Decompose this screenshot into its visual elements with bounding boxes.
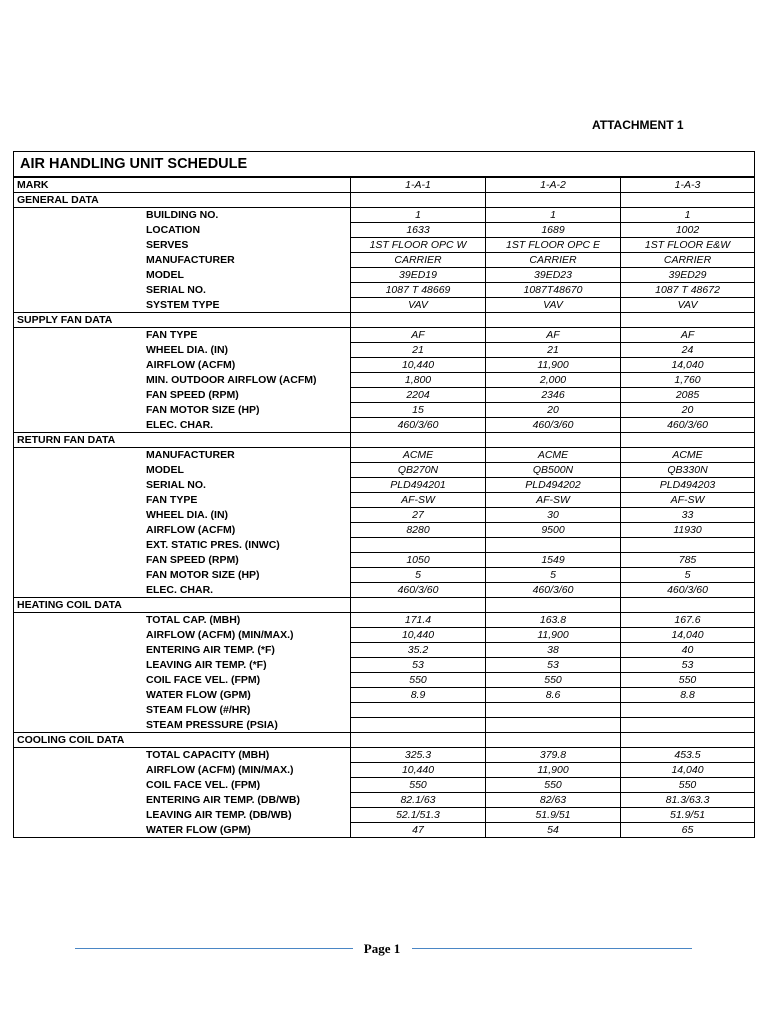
row-value: 8.8 <box>621 688 755 703</box>
row-value: AF-SW <box>621 493 755 508</box>
row-label: TOTAL CAP. (MBH) <box>14 613 351 628</box>
row-label: SERIAL NO. <box>14 478 351 493</box>
row-value: 550 <box>351 778 486 793</box>
row-value: 1 <box>351 208 486 223</box>
empty-cell <box>486 598 621 613</box>
table-row <box>14 793 755 808</box>
row-value: 163.8 <box>486 613 621 628</box>
row-value: 1002 <box>621 223 755 238</box>
section-title: SUPPLY FAN DATA <box>14 313 351 328</box>
section-header-row <box>14 313 755 328</box>
row-value: 5 <box>486 568 621 583</box>
row-value: 20 <box>486 403 621 418</box>
row-value: 453.5 <box>621 748 755 763</box>
empty-cell <box>351 433 486 448</box>
row-label: AIRFLOW (ACFM) <box>14 358 351 373</box>
row-value: 14,040 <box>621 628 755 643</box>
row-value: 39ED29 <box>621 268 755 283</box>
row-value: 51.9/51 <box>486 808 621 823</box>
table-row <box>14 703 755 718</box>
row-label: WATER FLOW (GPM) <box>14 823 351 838</box>
table-row <box>14 343 755 358</box>
row-value: VAV <box>351 298 486 313</box>
row-label: STEAM PRESSURE (PSIA) <box>14 718 351 733</box>
row-value: 35.2 <box>351 643 486 658</box>
table-row <box>14 463 755 478</box>
row-value: 10,440 <box>351 628 486 643</box>
row-value: 2,000 <box>486 373 621 388</box>
row-label: ELEC. CHAR. <box>14 418 351 433</box>
row-value: 550 <box>486 673 621 688</box>
table-row <box>14 823 755 838</box>
row-value: 15 <box>351 403 486 418</box>
air-handling-unit-schedule-table <box>13 151 755 838</box>
row-value: CARRIER <box>486 253 621 268</box>
row-value <box>351 703 486 718</box>
row-value: 460/3/60 <box>621 418 755 433</box>
table-row <box>14 328 755 343</box>
row-value: VAV <box>621 298 755 313</box>
row-value: 5 <box>621 568 755 583</box>
empty-cell <box>621 733 755 748</box>
empty-cell <box>351 313 486 328</box>
row-value: AF-SW <box>351 493 486 508</box>
row-label: LEAVING AIR TEMP. (*F) <box>14 658 351 673</box>
table-row <box>14 478 755 493</box>
row-label: LEAVING AIR TEMP. (DB/WB) <box>14 808 351 823</box>
table-row <box>14 223 755 238</box>
empty-cell <box>486 733 621 748</box>
row-label: BUILDING NO. <box>14 208 351 223</box>
row-label: COIL FACE VEL. (FPM) <box>14 778 351 793</box>
row-value <box>621 703 755 718</box>
footer-divider-right <box>412 948 692 949</box>
row-label: SYSTEM TYPE <box>14 298 351 313</box>
row-value: AF <box>351 328 486 343</box>
empty-cell <box>351 193 486 208</box>
row-value: 51.9/51 <box>621 808 755 823</box>
row-label: AIRFLOW (ACFM) (MIN/MAX.) <box>14 628 351 643</box>
table-row <box>14 538 755 553</box>
row-label: AIRFLOW (ACFM) <box>14 523 351 538</box>
table-row <box>14 673 755 688</box>
row-value: 53 <box>621 658 755 673</box>
row-value: ACME <box>621 448 755 463</box>
row-value: 39ED19 <box>351 268 486 283</box>
section-title: GENERAL DATA <box>14 193 351 208</box>
row-label: COIL FACE VEL. (FPM) <box>14 673 351 688</box>
row-value: VAV <box>486 298 621 313</box>
section-title: HEATING COIL DATA <box>14 598 351 613</box>
row-value: 460/3/60 <box>351 583 486 598</box>
row-label: ELEC. CHAR. <box>14 583 351 598</box>
row-value: 53 <box>351 658 486 673</box>
row-value <box>621 718 755 733</box>
row-value: 1689 <box>486 223 621 238</box>
table-row <box>14 493 755 508</box>
row-label: FAN MOTOR SIZE (HP) <box>14 568 351 583</box>
footer-divider-left <box>75 948 353 949</box>
table-row <box>14 238 755 253</box>
row-value: 550 <box>621 778 755 793</box>
table-row <box>14 523 755 538</box>
row-value: ACME <box>351 448 486 463</box>
table-row <box>14 778 755 793</box>
row-label: MODEL <box>14 463 351 478</box>
row-value: 1087 T 48672 <box>621 283 755 298</box>
section-title: RETURN FAN DATA <box>14 433 351 448</box>
row-value: 20 <box>621 403 755 418</box>
row-value <box>351 718 486 733</box>
row-value: 460/3/60 <box>486 583 621 598</box>
table-row <box>14 748 755 763</box>
row-value: 379.8 <box>486 748 621 763</box>
row-value: 1 <box>486 208 621 223</box>
mark-row <box>14 177 755 193</box>
row-value: 54 <box>486 823 621 838</box>
row-value: 53 <box>486 658 621 673</box>
row-value: 47 <box>351 823 486 838</box>
row-value: 8.9 <box>351 688 486 703</box>
row-label: MANUFACTURER <box>14 253 351 268</box>
row-value: 10,440 <box>351 358 486 373</box>
row-value: 14,040 <box>621 358 755 373</box>
row-value: 11,900 <box>486 358 621 373</box>
table-row <box>14 373 755 388</box>
row-value: 550 <box>621 673 755 688</box>
row-value: 11930 <box>621 523 755 538</box>
row-value: 14,040 <box>621 763 755 778</box>
table-row <box>14 628 755 643</box>
row-value: 8280 <box>351 523 486 538</box>
section-header-row <box>14 598 755 613</box>
row-label: FAN TYPE <box>14 493 351 508</box>
table-row <box>14 508 755 523</box>
row-value: 785 <box>621 553 755 568</box>
row-value: 65 <box>621 823 755 838</box>
row-value: 1 <box>621 208 755 223</box>
row-value: 2085 <box>621 388 755 403</box>
row-label: LOCATION <box>14 223 351 238</box>
row-value <box>486 538 621 553</box>
row-value: 460/3/60 <box>351 418 486 433</box>
mark-value: 1-A-1 <box>351 177 486 193</box>
row-value: 11,900 <box>486 763 621 778</box>
row-value: 21 <box>351 343 486 358</box>
table-row <box>14 553 755 568</box>
row-value: 33 <box>621 508 755 523</box>
empty-cell <box>621 193 755 208</box>
row-value: 460/3/60 <box>486 418 621 433</box>
row-label: SERIAL NO. <box>14 283 351 298</box>
row-value: 1050 <box>351 553 486 568</box>
row-value: 325.3 <box>351 748 486 763</box>
table-row <box>14 358 755 373</box>
empty-cell <box>486 193 621 208</box>
row-label: WHEEL DIA. (IN) <box>14 508 351 523</box>
title-row <box>14 152 755 178</box>
row-value: 39ED23 <box>486 268 621 283</box>
table-row <box>14 448 755 463</box>
row-value: QB500N <box>486 463 621 478</box>
row-value: 1087T48670 <box>486 283 621 298</box>
empty-cell <box>621 313 755 328</box>
row-value: 21 <box>486 343 621 358</box>
section-title: COOLING COIL DATA <box>14 733 351 748</box>
row-value: PLD494201 <box>351 478 486 493</box>
table-row <box>14 298 755 313</box>
page-number: Page 1 <box>363 941 401 956</box>
row-label: STEAM FLOW (#/HR) <box>14 703 351 718</box>
empty-cell <box>486 313 621 328</box>
table-row <box>14 763 755 778</box>
row-value: 2346 <box>486 388 621 403</box>
row-label: FAN MOTOR SIZE (HP) <box>14 403 351 418</box>
row-value: PLD494202 <box>486 478 621 493</box>
empty-cell <box>621 433 755 448</box>
row-value: 171.4 <box>351 613 486 628</box>
empty-cell <box>621 598 755 613</box>
row-label: EXT. STATIC PRES. (INWC) <box>14 538 351 553</box>
mark-label: MARK <box>14 177 351 193</box>
table-row <box>14 208 755 223</box>
table-row <box>14 613 755 628</box>
empty-cell <box>486 433 621 448</box>
table-row <box>14 688 755 703</box>
table-row <box>14 568 755 583</box>
row-value: 24 <box>621 343 755 358</box>
row-value: 11,900 <box>486 628 621 643</box>
row-value: 27 <box>351 508 486 523</box>
table-row <box>14 418 755 433</box>
row-value: ACME <box>486 448 621 463</box>
row-value <box>351 538 486 553</box>
row-label: MANUFACTURER <box>14 448 351 463</box>
row-value: CARRIER <box>351 253 486 268</box>
row-value: AF <box>486 328 621 343</box>
empty-cell <box>351 598 486 613</box>
row-value: 1087 T 48669 <box>351 283 486 298</box>
table-row <box>14 283 755 298</box>
section-header-row <box>14 433 755 448</box>
row-label: AIRFLOW (ACFM) (MIN/MAX.) <box>14 763 351 778</box>
row-label: FAN SPEED (RPM) <box>14 388 351 403</box>
row-value: 10,440 <box>351 763 486 778</box>
section-header-row <box>14 193 755 208</box>
mark-value: 1-A-2 <box>486 177 621 193</box>
table-row <box>14 268 755 283</box>
row-label: WHEEL DIA. (IN) <box>14 343 351 358</box>
row-value: 550 <box>351 673 486 688</box>
empty-cell <box>351 733 486 748</box>
row-value: QB330N <box>621 463 755 478</box>
row-value: 5 <box>351 568 486 583</box>
row-label: ENTERING AIR TEMP. (*F) <box>14 643 351 658</box>
row-value: 1ST FLOOR OPC E <box>486 238 621 253</box>
row-value: 1,760 <box>621 373 755 388</box>
row-value: 1633 <box>351 223 486 238</box>
row-value: 8.6 <box>486 688 621 703</box>
row-value <box>621 538 755 553</box>
row-value <box>486 703 621 718</box>
row-value: AF <box>621 328 755 343</box>
row-value: 38 <box>486 643 621 658</box>
row-value: 1549 <box>486 553 621 568</box>
table-row <box>14 643 755 658</box>
mark-value: 1-A-3 <box>621 177 755 193</box>
table-row <box>14 403 755 418</box>
table-row <box>14 808 755 823</box>
row-value: 1ST FLOOR E&W <box>621 238 755 253</box>
row-label: FAN SPEED (RPM) <box>14 553 351 568</box>
row-value: 30 <box>486 508 621 523</box>
table-row <box>14 718 755 733</box>
row-value: 52.1/51.3 <box>351 808 486 823</box>
row-value: 167.6 <box>621 613 755 628</box>
attachment-label: ATTACHMENT 1 <box>592 118 684 132</box>
table-row <box>14 253 755 268</box>
schedule-body <box>14 152 755 838</box>
section-header-row <box>14 733 755 748</box>
row-value: 81.3/63.3 <box>621 793 755 808</box>
row-label: TOTAL CAPACITY (MBH) <box>14 748 351 763</box>
row-value: AF-SW <box>486 493 621 508</box>
row-label: WATER FLOW (GPM) <box>14 688 351 703</box>
row-value: CARRIER <box>621 253 755 268</box>
row-label: ENTERING AIR TEMP. (DB/WB) <box>14 793 351 808</box>
row-value: 82/63 <box>486 793 621 808</box>
table-row <box>14 583 755 598</box>
row-value: 82.1/63 <box>351 793 486 808</box>
row-value: 1ST FLOOR OPC W <box>351 238 486 253</box>
row-label: MODEL <box>14 268 351 283</box>
row-value: 460/3/60 <box>621 583 755 598</box>
row-value: 40 <box>621 643 755 658</box>
row-value: 1,800 <box>351 373 486 388</box>
row-value: QB270N <box>351 463 486 478</box>
row-label: MIN. OUTDOOR AIRFLOW (ACFM) <box>14 373 351 388</box>
row-value: 550 <box>486 778 621 793</box>
row-value: 2204 <box>351 388 486 403</box>
row-value: 9500 <box>486 523 621 538</box>
row-value <box>486 718 621 733</box>
table-row <box>14 388 755 403</box>
row-label: SERVES <box>14 238 351 253</box>
table-row <box>14 658 755 673</box>
row-value: PLD494203 <box>621 478 755 493</box>
schedule-title: AIR HANDLING UNIT SCHEDULE <box>14 152 755 178</box>
row-label: FAN TYPE <box>14 328 351 343</box>
